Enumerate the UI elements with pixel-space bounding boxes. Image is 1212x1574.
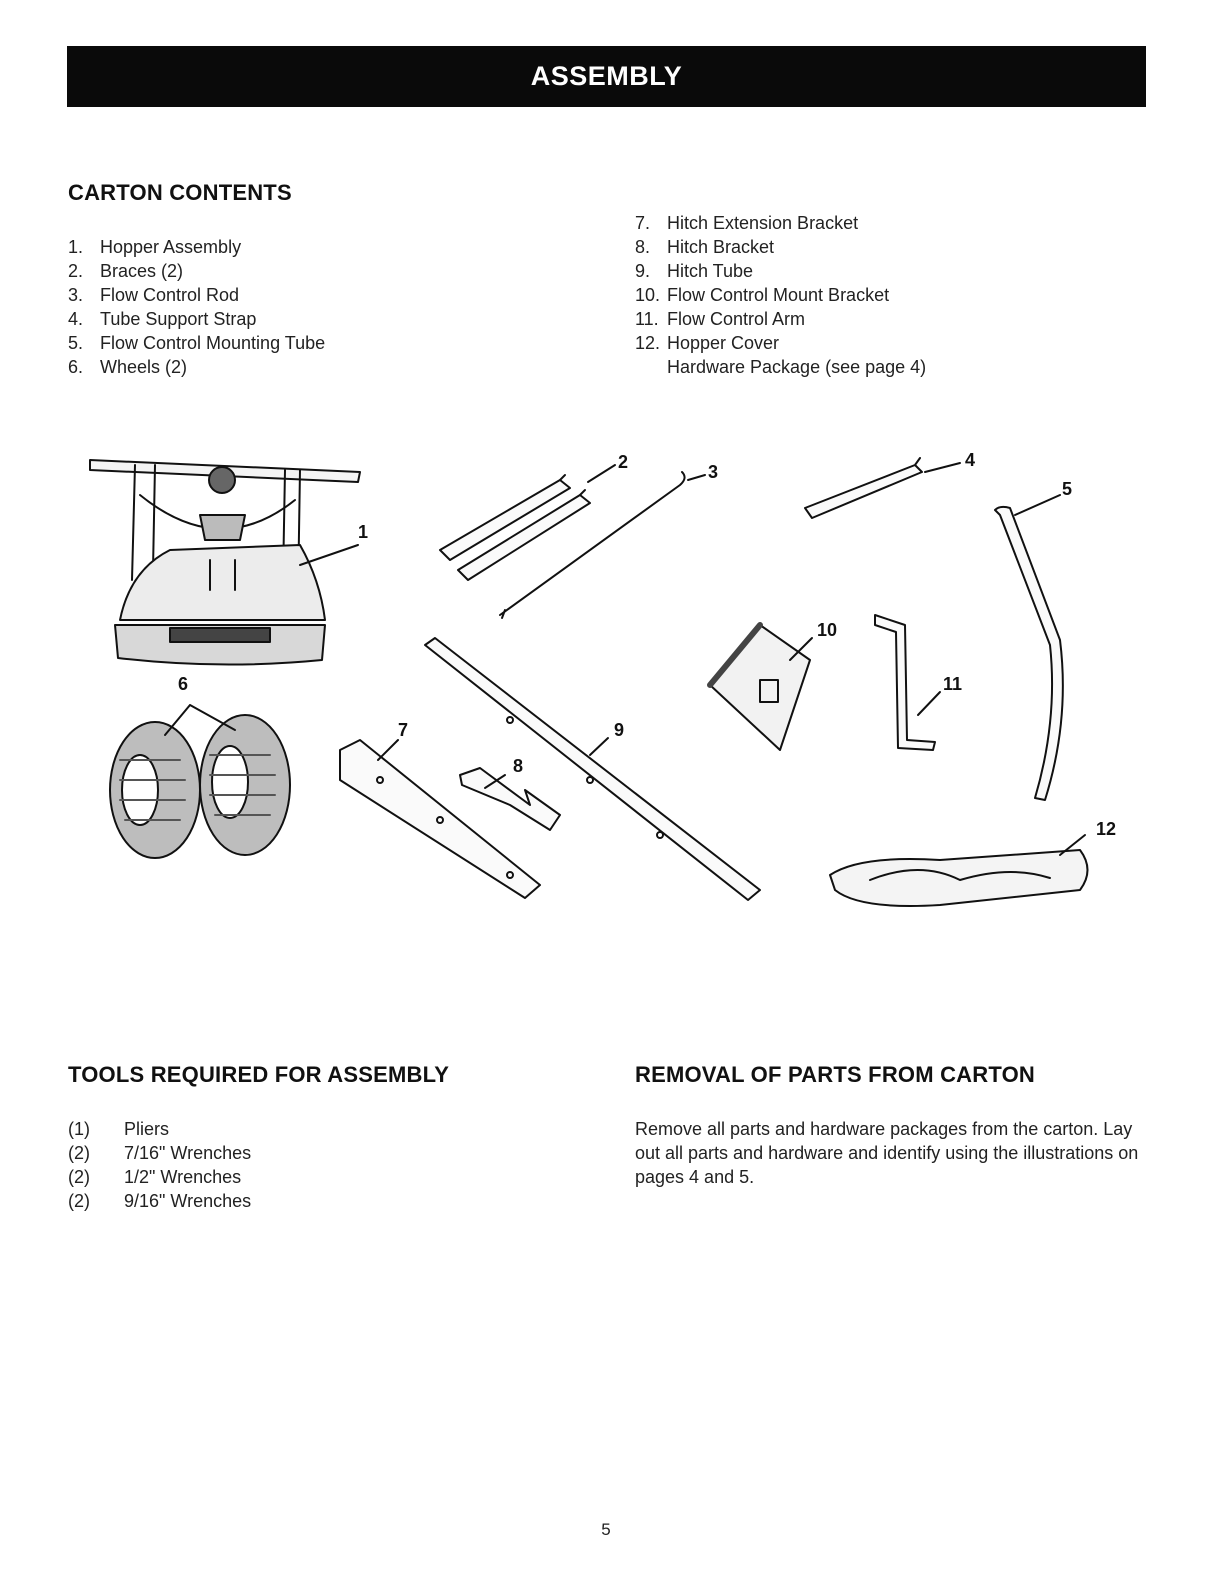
braces-drawing — [440, 475, 590, 580]
callout-1: 1 — [358, 522, 369, 542]
tools-list — [68, 1117, 251, 1213]
callout-9: 9 — [614, 720, 625, 740]
callout-8: 8 — [513, 756, 524, 776]
list-item: 9. Hitch Tube — [635, 261, 754, 281]
tools-heading: TOOLS REQUIRED FOR ASSEMBLY — [68, 1062, 450, 1087]
removal-heading: REMOVAL OF PARTS FROM CARTON — [635, 1062, 1035, 1087]
list-item: 1. Hopper Assembly — [68, 237, 242, 257]
callout-3: 3 — [708, 462, 719, 482]
section-banner — [67, 46, 1146, 107]
list-item: 5. Flow Control Mounting Tube — [68, 333, 326, 353]
list-item: (1) Pliers — [68, 1119, 170, 1139]
list-item: (2) 9/16" Wrenches — [68, 1191, 252, 1211]
callout-11: 11 — [943, 674, 963, 694]
hardware-note: Hardware Package (see page 4) — [667, 357, 927, 377]
callout-6: 6 — [178, 674, 189, 694]
carton-contents-list-right — [635, 211, 926, 379]
list-item: 4. Tube Support Strap — [68, 309, 257, 329]
list-item: (2) 1/2" Wrenches — [68, 1167, 242, 1187]
wheels-drawing — [110, 715, 290, 858]
tube-support-strap-drawing — [805, 458, 922, 518]
list-item: 2. Braces (2) — [68, 261, 184, 281]
flow-control-arm-drawing — [875, 615, 935, 750]
hopper-assembly-drawing — [90, 460, 360, 665]
callout-2: 2 — [618, 452, 629, 472]
list-item: (2) 7/16" Wrenches — [68, 1143, 252, 1163]
list-item: 3. Flow Control Rod — [68, 285, 240, 305]
parts-illustration — [60, 420, 1160, 940]
list-item: 6. Wheels (2) — [68, 357, 188, 377]
list-item: 11. Flow Control Arm — [635, 309, 806, 329]
page-number: 5 — [601, 1520, 611, 1539]
callout-7: 7 — [398, 720, 409, 740]
carton-contents-list-left — [68, 235, 325, 379]
list-item: 8. Hitch Bracket — [635, 237, 775, 257]
callout-4: 4 — [965, 450, 976, 470]
callout-10: 10 — [817, 620, 838, 640]
hitch-bracket-drawing — [460, 768, 560, 830]
list-item: 12. Hopper Cover — [635, 333, 780, 353]
flow-control-mounting-tube-drawing — [995, 507, 1063, 800]
hitch-extension-bracket-drawing — [340, 740, 540, 898]
list-item: 10. Flow Control Mount Bracket — [635, 285, 890, 305]
carton-contents-heading: CARTON CONTENTS — [68, 180, 292, 205]
list-item: 7. Hitch Extension Bracket — [635, 213, 859, 233]
callout-5: 5 — [1062, 479, 1073, 499]
callout-12: 12 — [1096, 819, 1117, 839]
section-title: ASSEMBLY — [530, 61, 683, 91]
removal-paragraph: Remove all parts and hardware packages from the carton. Lay out all parts and hardware and identify using the illustrations on pages 4 and 5. — [635, 1119, 1139, 1187]
